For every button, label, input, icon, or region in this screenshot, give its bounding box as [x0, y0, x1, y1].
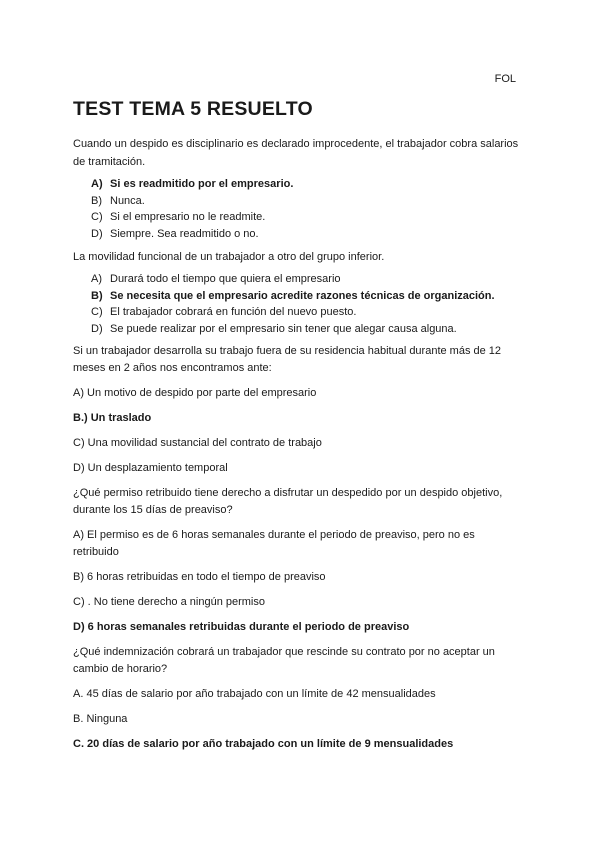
question-1: Cuando un despido es disciplinario es declarado improcedente, el trabajador cobra salarios de tramitación.: [73, 138, 519, 168]
option-1d: [73, 226, 523, 243]
option-1a-correct: [73, 176, 523, 193]
option-5b: B. Ninguna: [73, 713, 128, 725]
option-letter: D): [91, 322, 103, 335]
option-5a: A. 45 días de salario por año trabajado con un límite de 42 mensualidades: [73, 688, 436, 700]
option-2a: [73, 271, 523, 288]
option-3a: A) Un motivo de despido por parte del empresario: [73, 387, 317, 399]
option-4b: B) 6 horas retribuidas en todo el tiempo de preaviso: [73, 571, 326, 583]
question-2-options: [73, 271, 523, 337]
option-3c: C) Una movilidad sustancial del contrato de trabajo: [73, 437, 322, 449]
option-text: Nunca.: [110, 194, 145, 207]
page-title: TEST TEMA 5 RESUELTO: [73, 98, 313, 120]
question-4: ¿Qué permiso retribuido tiene derecho a disfrutar un despedido por un despido objetivo, durante los 15 días de preaviso?: [73, 487, 503, 516]
option-3d: D) Un desplazamiento temporal: [73, 462, 228, 474]
option-3b-correct: B.) Un traslado: [73, 412, 152, 424]
option-1b: [73, 193, 523, 210]
option-letter: D): [91, 227, 103, 240]
option-4c: C) . No tiene derecho a ningún permiso: [73, 596, 265, 608]
option-1c: [73, 209, 523, 226]
option-2b-correct: [73, 288, 523, 305]
option-text: Si es readmitido por el empresario.: [110, 178, 294, 190]
question-2: La movilidad funcional de un trabajador a otro del grupo inferior.: [73, 251, 385, 263]
option-text: Se puede realizar por el empresario sin tener que alegar causa alguna.: [110, 322, 457, 335]
option-text: Siempre. Sea readmitido o no.: [110, 227, 259, 240]
option-letter: C): [91, 211, 103, 223]
question-3: Si un trabajador desarrolla su trabajo fuera de su residencia habitual durante más de 12 meses en 2 años nos encontramos ante:: [73, 345, 502, 374]
document-body: [73, 98, 523, 761]
option-text: Se necesita que el empresario acredite razones técnicas de organización.: [110, 289, 495, 302]
option-2d: [73, 321, 523, 338]
option-4a: A) El permiso es de 6 horas semanales durante el periodo de preaviso, pero no es retribuido: [73, 529, 475, 558]
option-letter: B): [91, 289, 103, 302]
option-text: El trabajador cobrará en función del nuevo puesto.: [110, 306, 357, 318]
option-text: Durará todo el tiempo que quiera el empresario: [110, 273, 341, 285]
question-1-options: [73, 176, 523, 242]
question-5: ¿Qué indemnización cobrará un trabajador que rescinde su contrato por no aceptar un cambio de horario?: [73, 646, 495, 675]
option-5c-correct: C. 20 días de salario por año trabajado con un límite de 9 mensualidades: [73, 738, 454, 750]
header-subject: FOL: [494, 73, 516, 85]
option-letter: A): [91, 273, 102, 285]
option-text: Si el empresario no le readmite.: [110, 211, 266, 223]
option-letter: A): [91, 178, 103, 190]
option-letter: B): [91, 194, 102, 207]
option-2c: [73, 304, 523, 321]
option-4d-correct: D) 6 horas semanales retribuidas durante el periodo de preaviso: [73, 621, 410, 633]
option-letter: C): [91, 306, 103, 318]
